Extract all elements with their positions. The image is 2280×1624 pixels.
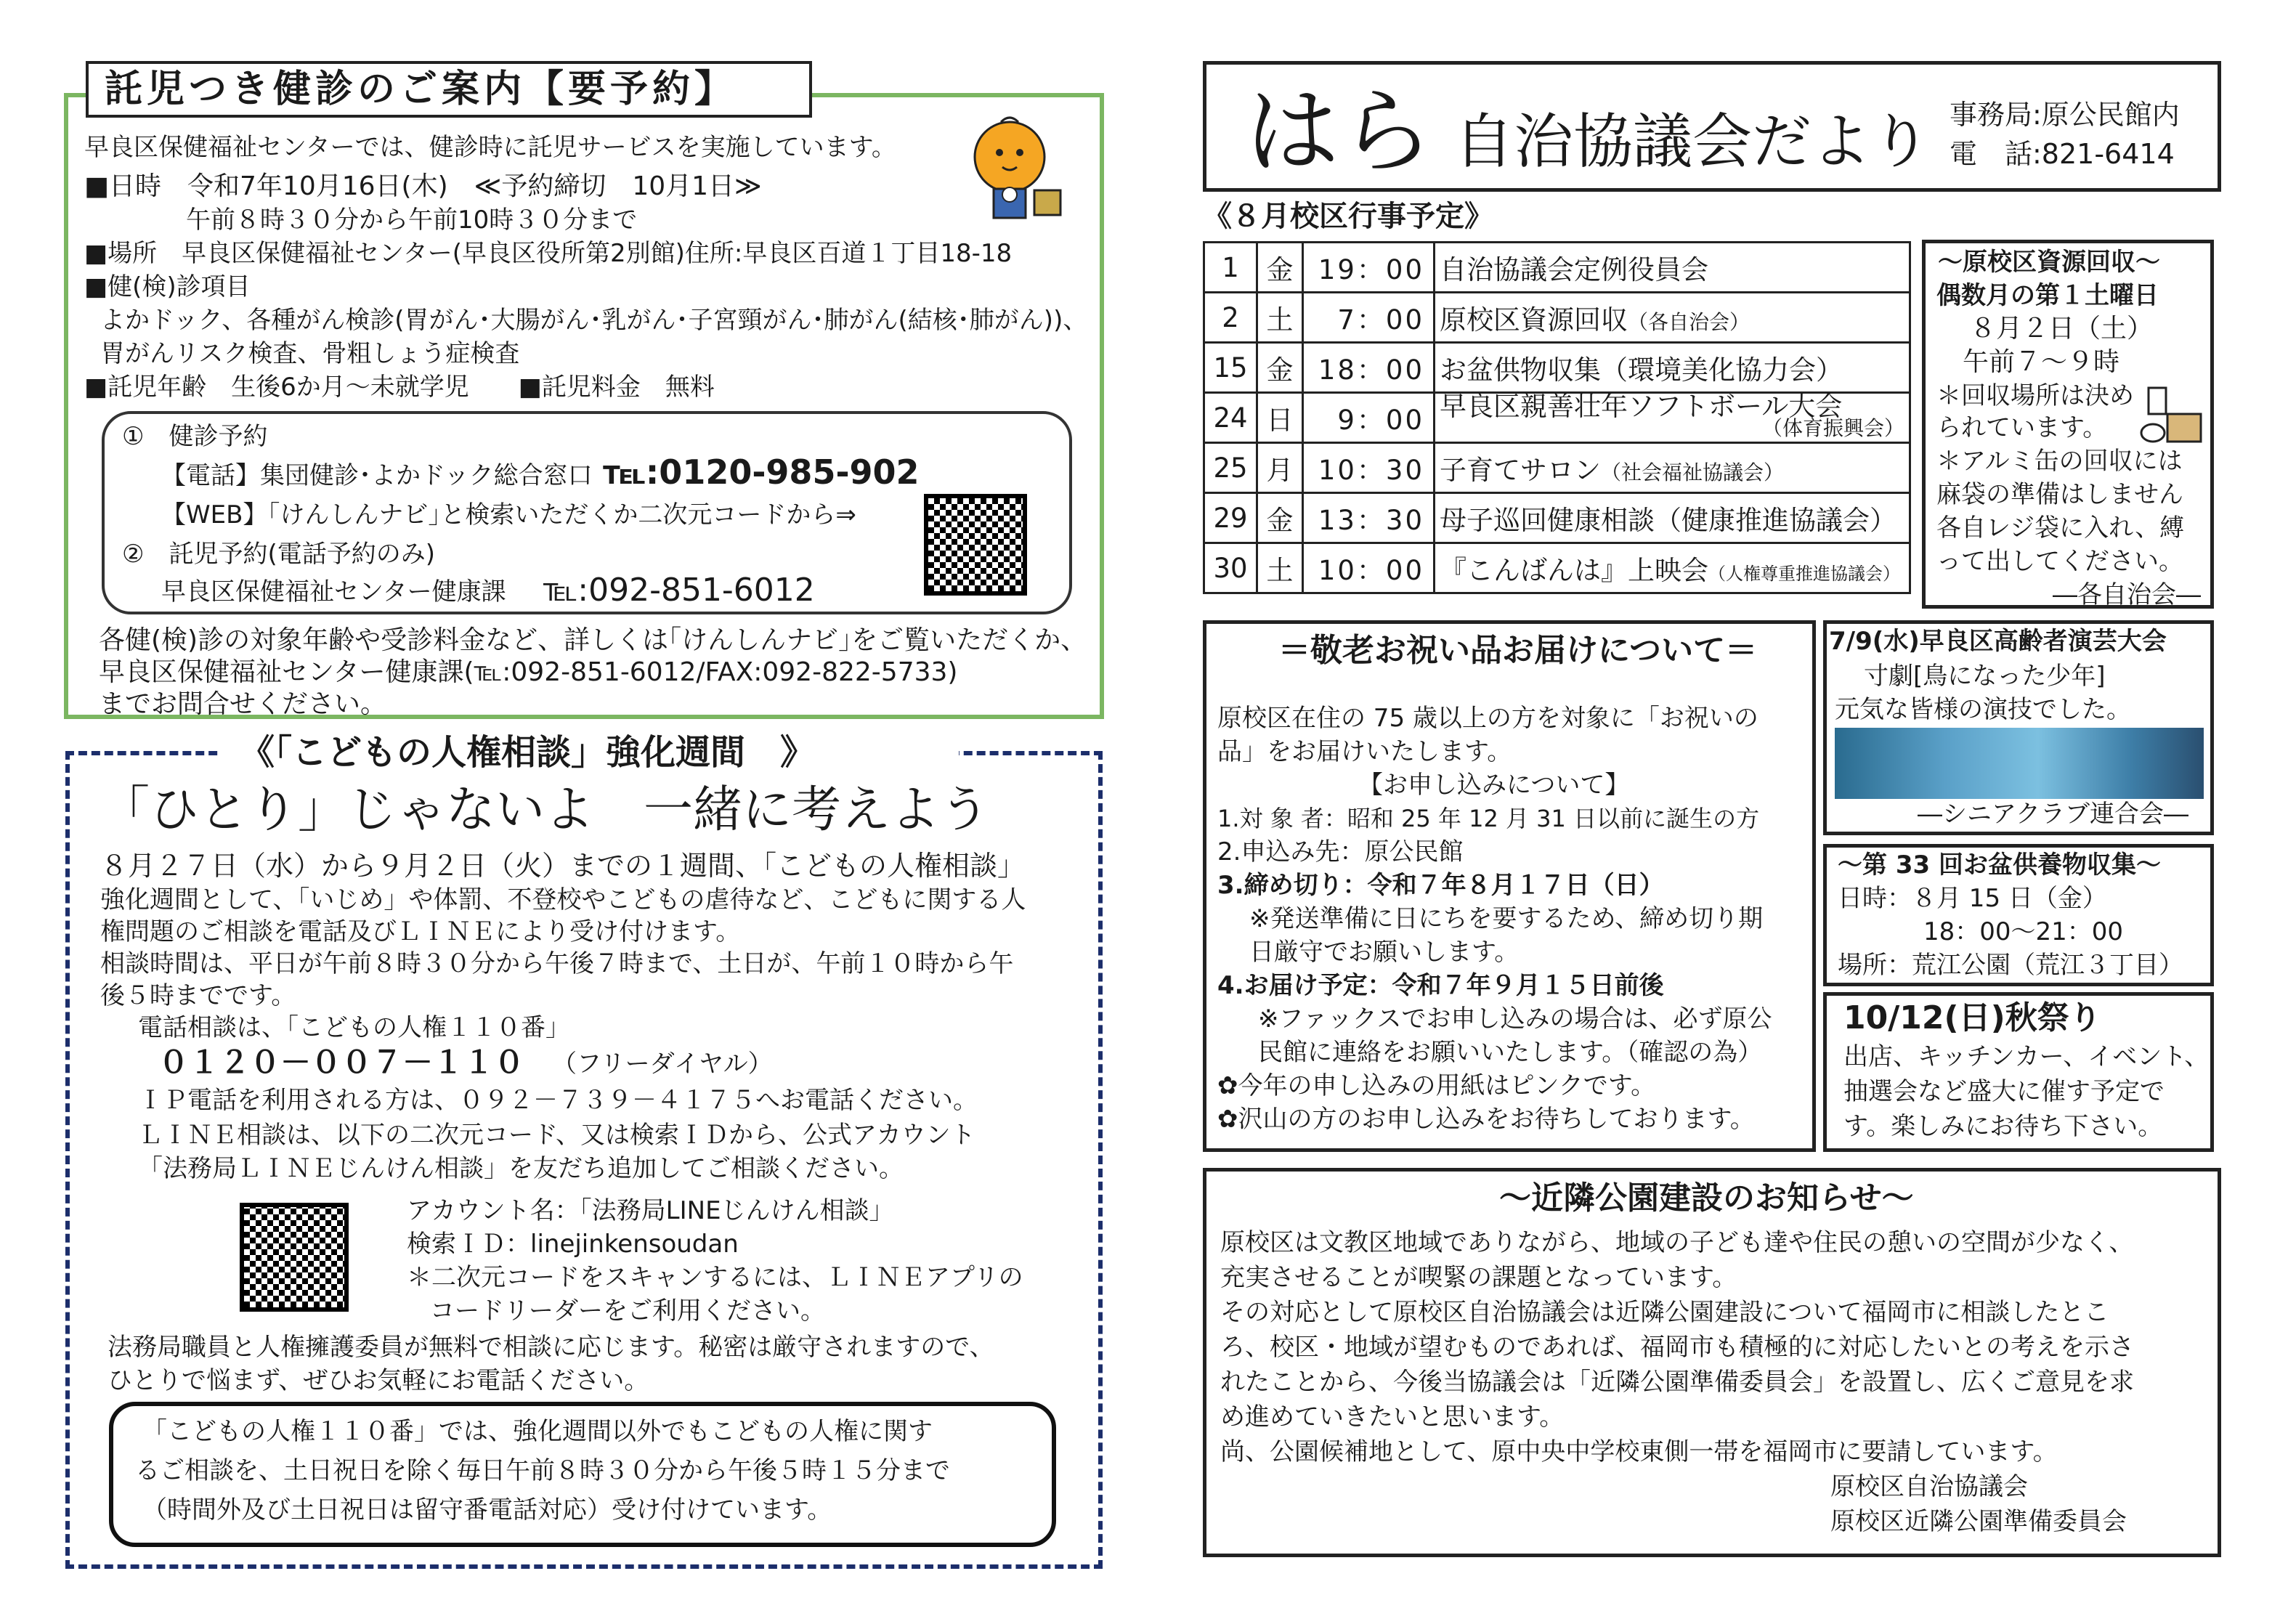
event-time: 19：00 [1303,243,1435,293]
festival-line2: 抽選会など盛大に催す予定で [1843,1077,2165,1106]
rights-line-line2: 「法務局ＬＩＮＥじんけん相談」を友だち追加してご相談ください。 [138,1154,904,1183]
event-organizer: （環境美化協力会） [1601,354,1843,386]
keiro-line11: 民館に連絡をお願いいたします。（確認の為） [1258,1038,1763,1067]
park-signature2: 原校区近隣公園準備委員会 [1830,1507,2127,1536]
office-location: 事務局:原公民館内 [1950,99,2180,131]
event-organizer: （体育振興会） [1761,416,1904,440]
event-name-cell [1435,543,1910,593]
keiro-line10: ※ファックスでお申し込みの場合は、必ず原公 [1258,1004,1772,1034]
line-account-qr-code[interactable] [240,1203,349,1312]
rights-qr-note1: ＊二次元コードをスキャンするには、ＬＩＮＥアプリの [407,1263,1023,1292]
health-time: 午前８時３０分から午前10時３０分まで [186,206,638,235]
recycling-note6: って出してください。 [1936,547,2183,576]
health-notice-title: 託児つき健診のご案内【要予約】 [86,61,812,118]
event-name: お盆供物収集 [1440,354,1601,386]
keiro-line2: 品」をお届けいたします。 [1217,737,1512,766]
health-items-line1: よかドック、各種がん検診(胃がん･大腸がん･乳がん･子宮頸がん･肺がん(結核･肺がん))、 [100,306,1088,335]
rights-paragraph-line2: 強化週間として、「いじめ」や体罰、不登校やこどもの虐待など、こどもに関する人 [100,885,1026,914]
bon-title: ～第 33 回お盆供養物収集～ [1838,850,2161,880]
park-line1: 原校区は文教区地域でありながら、地域の子ども達や住民の憩いの空間が少なく、 [1220,1228,2134,1257]
performance-line1: 寸劇[鳥になった少年] [1864,662,2106,691]
table-row [1204,443,1910,493]
health-intro: 早良区保健福祉センターでは、健診時に託児サービスを実施しています。 [84,133,896,162]
park-line4: ろ、校区・地域が望むものであれば、福岡市も積極的に対応したいとの考えを示さ [1220,1333,2134,1362]
event-day: 1 [1204,243,1257,293]
bon-time: 18：00～21：00 [1923,917,2124,946]
performance-line2: 元気な皆様の演技でした。 [1835,695,2131,724]
event-name-cell [1435,243,1910,293]
keiro-line8: 日厳守でお願いします。 [1249,938,1520,967]
rights-phone-intro: 電話相談は、「こどもの人権１１０番」 [138,1013,570,1042]
recycling-schedule: 偶数月の第１土曜日 [1936,281,2159,310]
keiro-line13: ✿沢山の方のお申し込みをお待ちしております。 [1217,1105,1755,1134]
event-day: 2 [1204,293,1257,343]
kenshin-navi-qr-code[interactable] [924,494,1027,596]
park-signature1: 原校区自治協議会 [1830,1472,2028,1501]
health-footer-line3: までお問合せください。 [99,689,387,719]
event-name: 原校区資源回収 [1440,304,1628,336]
table-row [1204,393,1910,443]
rights-qr-note2: コードリーダーをご利用ください。 [430,1296,825,1325]
festival-line1: 出店、キッチンカー、イベント、 [1843,1042,2210,1071]
recycling-time: 午前７～９時 [1963,347,2120,377]
newsletter-title-hara: はら [1245,76,1435,187]
event-time: 18：00 [1303,343,1435,393]
reservation-center-phone[interactable]: ℡:092-851-6012 [543,572,815,609]
park-title: ～近隣公園建設のお知らせ～ [1499,1180,1914,1217]
festival-title: 10/12(日)秋祭り [1843,999,2101,1036]
bon-date: 日時：８月 15 日（金） [1838,884,2107,913]
event-name-cell [1435,293,1910,343]
keiro-line7: ※発送準備に日にちを要するため、締め切り期 [1249,904,1764,933]
event-name: 『こんばんは』上映会 [1440,555,1708,586]
event-time: 9：00 [1303,393,1435,443]
event-name: 母子巡回健康相談 [1440,505,1655,536]
rights-paragraph-line4: 相談時間は、平日が午前８時３０分から午後７時まで、土日が、午前１０時から午 [100,949,1014,978]
event-name-cell [1435,443,1910,493]
health-place: ■場所 早良区保健福祉センター(早良区役所第2別館)住所:早良区百道１丁目18-18 [84,239,1013,268]
event-time: 13：30 [1303,493,1435,543]
keiro-line3: 【お申し込みについて】 [1358,771,1630,800]
health-age-fee: ■託児年齢 生後6か月～未就学児 ■託児料金 無料 [84,373,715,402]
rights-paragraph-line1: ８月２７日（水）から９月２日（火）までの１週間、「こどもの人権相談」 [100,850,1026,882]
rights-note-line3: （時間外及び土日祝日は留守番電話対応）受け付けています。 [142,1495,832,1524]
event-day: 25 [1204,443,1257,493]
table-row [1204,343,1910,393]
performance-signature: ―シニアクラブ連合会― [1918,800,2188,829]
park-line6: め進めていきたいと思います。 [1220,1402,1565,1432]
bon-place: 場所：荒江公園（荒江３丁目） [1838,951,2183,980]
park-line2: 充実させることが喫緊の課題となっています。 [1220,1263,1737,1292]
children-rights-title: 《「こどもの人権相談」強化週間 》 [240,732,816,773]
event-day: 30 [1204,543,1257,593]
rights-ip-phone: ＩＰ電話を利用される方は、０９２－７３９－４１７５へお電話ください。 [138,1086,978,1115]
recycling-title: ～原校区資源回収～ [1938,248,2160,277]
event-day: 15 [1204,343,1257,393]
park-line7: 尚、公園候補地として、原中央中学校東側一帯を福岡市に要請しています。 [1220,1437,2058,1466]
table-row [1204,243,1910,293]
events-table [1203,241,1911,594]
event-weekday: 金 [1257,343,1303,393]
rights-staff-line1: 法務局職員と人権擁護委員が無料で相談に応じます。秘密は厳守されますので、 [107,1333,994,1362]
reservation-phone-number[interactable]: ℡:0120-985-902 [603,452,920,492]
keiro-line4: 1.対 象 者：昭和 25 年 12 月 31 日以前に誕生の方 [1217,805,1760,832]
event-day: 29 [1204,493,1257,543]
children-rights-headline: 「ひとり」じゃないよ 一緒に考えよう [100,781,990,839]
recycling-note1: ＊回収場所は決め [1936,381,2134,410]
event-weekday: 日 [1257,393,1303,443]
rights-account-name: アカウント名：「法務局LINEじんけん相談」 [407,1196,894,1225]
festival-line3: す。楽しみにお待ち下さい。 [1843,1112,2163,1141]
keiro-line12: ✿今年の申し込みの用紙はピンクです。 [1217,1071,1656,1100]
recycling-note4: 麻袋の準備はしません [1936,480,2183,509]
reservation-step2: ② 託児予約(電話予約のみ) [122,540,436,569]
event-organizer: （社会福祉協議会） [1601,460,1785,484]
health-items-line2: 胃がんリスク検査、骨粗しょう症検査 [100,339,520,368]
keiro-line1: 原校区在住の 75 歳以上の方を対象に「お祝いの [1217,704,1758,733]
performance-title: 7/9(水)早良区高齢者演芸大会 [1829,627,2167,656]
keiro-line9: 4.お届け予定：令和７年９月１５日前後 [1217,971,1664,1000]
event-time: 10：30 [1303,443,1435,493]
keiro-line6: 3.締め切り：令和７年８月１７日（日） [1217,871,1664,900]
event-name-cell [1435,493,1910,543]
event-time: 10：00 [1303,543,1435,593]
health-footer-line2: 早良区保健福祉センター健康課(℡:092-851-6012/FAX:092-822-5733) [99,657,958,687]
table-row [1204,543,1910,593]
event-weekday: 土 [1257,543,1303,593]
table-row [1204,293,1910,343]
recycle-illustration [2138,385,2205,446]
event-organizer: （人権尊重推進協議会） [1708,564,1900,584]
newsletter-title: 自治協議会だより [1454,107,1931,176]
office-phone: 電 話:821-6414 [1950,138,2175,170]
keiro-line5: 2.申込み先：原公民館 [1217,837,1464,866]
event-day: 24 [1204,393,1257,443]
event-time: 7：00 [1303,293,1435,343]
park-line3: その対応として原校区自治協議会は近隣公園建設について福岡市に相談したとこ [1220,1298,2109,1327]
event-name: 早良区親善壮年ソフトボール大会 [1440,391,1843,422]
event-name-cell [1435,393,1910,443]
recycling-note2: られています。 [1936,413,2108,442]
rights-free-dial: （フリーダイヤル） [552,1049,773,1079]
rights-note-line2: るご相談を、土日祝日を除く毎日午前８時３０分から午後５時１５分まで [135,1456,950,1485]
mascot-illustration [965,115,1066,224]
rights-staff-line2: ひとりで悩まず、ぜひお気軽にお電話ください。 [107,1366,649,1395]
event-name-cell [1435,343,1910,393]
health-items-heading: ■健(検)診項目 [84,272,251,301]
performance-photo [1835,728,2204,799]
keiro-title: ＝敬老お祝い品お届けについて＝ [1278,632,1758,669]
table-row [1204,493,1910,543]
recycling-note3: ＊アルミ缶の回収には [1936,447,2183,476]
event-organizer: （健康推進協議会） [1655,505,1896,536]
reservation-center: 早良区保健福祉センター健康課 [161,577,506,606]
rights-paragraph-line3: 権問題のご相談を電話及びＬＩＮＥにより受け付けます。 [100,917,741,946]
event-organizer: （各自治会） [1628,310,1750,334]
rights-note-line1: 「こどもの人権１１０番」では、強化週間以外でもこどもの人権に関す [142,1417,933,1446]
rights-search-id: 検索ＩＤ：linejinkensoudan [407,1230,739,1259]
events-heading: 《８月校区行事予定》 [1203,200,1493,233]
health-footer-line1: 各健(検)診の対象年齢や受診料金など、詳しくは｢けんしんナビ｣をご覧いただくか、 [99,625,1087,655]
health-date: ■日時 令和7年10月16日(木) ≪予約締切 10月1日≫ [84,171,762,201]
reservation-phone-label: 【電話】集団健診･よかドック総合窓口 [161,461,593,490]
recycling-note5: 各自レジ袋に入れ、縛 [1936,513,2185,543]
event-name: 子育てサロン [1440,455,1601,486]
recycling-signature: ―各自治会― [2053,580,2201,609]
event-name: 自治協議会定例役員会 [1440,254,1708,285]
recycling-date: ８月２日（土） [1970,314,2154,344]
reservation-web: 【WEB】｢けんしんナビ｣と検索いただくか二次元コードから⇒ [161,500,856,529]
reservation-step1: ① 健診予約 [122,422,268,451]
event-weekday: 金 [1257,493,1303,543]
rights-line-line1: ＬＩＮＥ相談は、以下の二次元コード、又は検索ＩＤから、公式アカウント [138,1121,975,1150]
event-weekday: 金 [1257,243,1303,293]
event-weekday: 土 [1257,293,1303,343]
event-weekday: 月 [1257,443,1303,493]
park-line5: れたことから、今後当協議会は「近隣公園準備委員会」を設置し、広くご意見を求 [1220,1368,2134,1397]
rights-phone-number[interactable]: ０１２０－００７－１１０ [158,1044,525,1080]
rights-paragraph-line5: 後５時までです。 [100,981,296,1010]
